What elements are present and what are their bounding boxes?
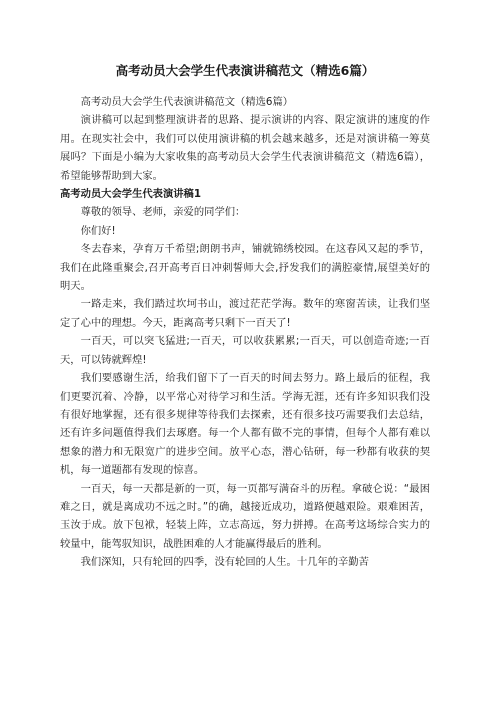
body-paragraph: 我们深知，只有轮回的四季，没有轮回的人生。十几年的辛勤苦 (80, 556, 369, 569)
document-title: 高考动员大会学生代表演讲稿范文（精选6篇） (115, 63, 375, 78)
intro-paragraph: 演讲稿可以起到整理演讲者的思路、提示演讲的内容、限定演讲的速度的作用。在现实社会中，我们可以使用演讲稿的机会越来越多，还是对演讲稿一筹莫展吗？下面是小编为大家收集的高考动员大会学生代表演讲稿范文（精选6篇），希望能够帮助到大家。 (60, 114, 430, 182)
body-paragraph: 一路走来，我们踏过坎坷书山，渡过茫茫学海。数年的寒窗苦读，让我们坚定了心中的理想。今天，距离高考只剩下一百天了! (60, 298, 430, 329)
section-heading: 高考动员大会学生代表演讲稿1 (60, 188, 202, 201)
body-paragraph: 我们要感谢生活，给我们留下了一百天的时间去努力。路上最后的征程，我们更要沉着、冷静，以平常心对待学习和生活。学海无涯，还有许多知识我们没有很好地掌握，还有很多规律等待我们去探索，还有很多技巧需要我们去总结，还有许多问题值得我们去琢磨。每一个人都有做不完的事情，但每个人都有难以想象的潜力和无限宽广的进步空间。放平心态，潜心钻研，每一秒都有收获的契机，每一道题都有发现的惊喜。 (60, 372, 430, 477)
body-paragraph: 冬去春来，孕育万千希望;朗朗书声，铺就锦绣校园。在这春风又起的季节，我们在此隆重聚会,召开高考百日冲刺誓师大会,抒发我们的满腔豪情,展望美好的明天。 (60, 243, 430, 293)
body-paragraph: 一百天，每一天都是新的一页，每一页都写满奋斗的历程。拿破仑说：“最困难之日，就是离成功不远之时。”的确，越接近成功，道路便越艰险。艰难困苦，玉汝于成。放下包袱，轻装上阵，立志高远，努力拼搏。在高考这场综合实力的较量中，能驾驭知识，战胜困难的人才能赢得最后的胜利。 (60, 482, 430, 550)
body-paragraph: 尊敬的领导、老师，亲爱的同学们： (80, 206, 246, 219)
body-paragraph: 一百天，可以突飞猛进;一百天，可以收获累累;一百天，可以创造奇迹;一百天，可以铸就辉煌! (60, 335, 430, 366)
intro-paragraph: 高考动员大会学生代表演讲稿范文（精选6篇） (80, 96, 294, 108)
body-paragraph: 你们好! (80, 224, 116, 237)
